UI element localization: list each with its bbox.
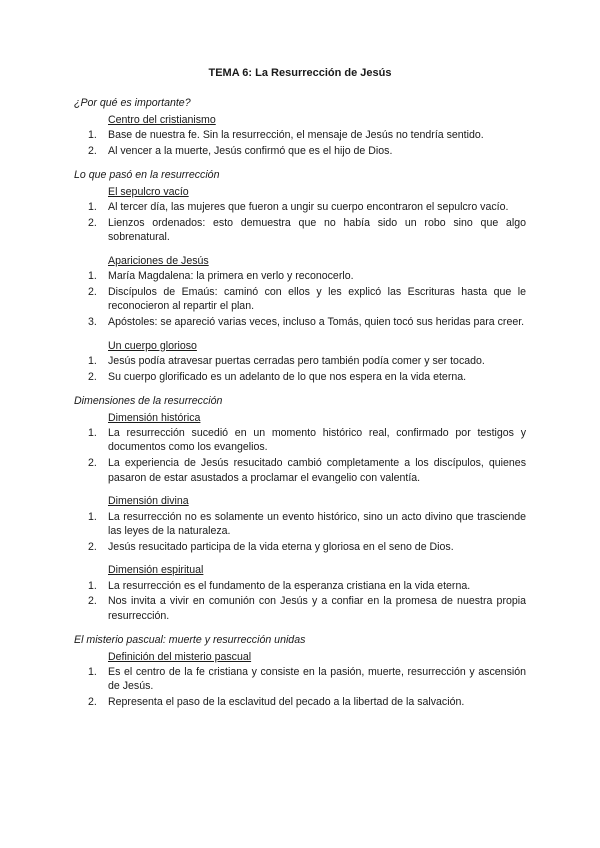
list-item — [74, 426, 526, 455]
section-heading: Dimensiones de la resurrección — [74, 395, 223, 408]
list-item — [74, 354, 526, 368]
list-item — [74, 285, 526, 314]
list-item-number: 2. — [88, 217, 97, 230]
subsection-heading: Apariciones de Jesús — [108, 254, 209, 267]
subsection — [74, 494, 526, 554]
list-item-number: 3. — [88, 316, 97, 329]
list-item-text: María Magdalena: la primera en verlo y reconocerlo. — [108, 270, 354, 283]
subsection-heading: Dimensión divina — [108, 495, 189, 508]
list-item — [74, 456, 526, 485]
section-heading: ¿Por qué es importante? — [74, 97, 191, 110]
list-item-number: 1. — [88, 270, 97, 283]
subsection-heading: Dimensión espiritual — [108, 564, 204, 577]
list-item-number: 2. — [88, 145, 97, 158]
section — [74, 394, 526, 623]
subsection — [74, 185, 526, 245]
subsection — [74, 650, 526, 710]
list-item-text: Lienzos ordenados: esto demuestra que no había sido un robo sino que algo sobrenatural. — [108, 217, 526, 244]
numbered-list — [74, 426, 526, 485]
numbered-list — [74, 128, 526, 158]
page-title: TEMA 6: La Resurrección de Jesús — [208, 67, 392, 79]
list-item-number: 1. — [88, 510, 97, 523]
list-item-number: 2. — [88, 540, 97, 553]
list-item-number: 1. — [88, 355, 97, 368]
list-item — [74, 510, 526, 539]
list-item — [74, 540, 526, 554]
list-item — [74, 370, 526, 384]
list-item-number: 1. — [88, 579, 97, 592]
list-item-number: 1. — [88, 427, 97, 440]
subsection — [74, 254, 526, 330]
list-item — [74, 128, 526, 142]
list-item-text: Su cuerpo glorificado es un adelanto de lo que nos espera en la vida eterna. — [108, 370, 467, 383]
list-item-text: Jesús podía atravesar puertas cerradas pero también podía comer y ser tocado. — [108, 355, 485, 368]
numbered-list — [74, 354, 526, 384]
numbered-list — [74, 665, 526, 710]
subsection — [74, 411, 526, 485]
subsection — [74, 563, 526, 623]
subsection-heading: Dimensión histórica — [108, 411, 201, 424]
section-heading: Lo que pasó en la resurrección — [74, 169, 220, 182]
numbered-list — [74, 579, 526, 624]
list-item — [74, 665, 526, 694]
list-item-text: Nos invita a vivir en comunión con Jesús y a confiar en la promesa de nuestra propia resurrección. — [108, 595, 526, 622]
section — [74, 96, 526, 158]
list-item-number: 2. — [88, 370, 97, 383]
numbered-list — [74, 510, 526, 555]
subsection-heading: Definición del misterio pascual — [108, 650, 252, 663]
list-item-text: La resurrección sucedió en un momento histórico real, confirmado por testigos y documentos como los evangelios. — [108, 427, 526, 454]
list-item-text: Discípulos de Emaús: caminó con ellos y les explicó las Escrituras hasta que le reconocieron al repartir el plan. — [108, 286, 526, 313]
list-item-text: Jesús resucitado participa de la vida eterna y gloriosa en el seno de Dios. — [108, 540, 454, 553]
list-item — [74, 594, 526, 623]
subsection — [74, 113, 526, 159]
list-item — [74, 269, 526, 283]
list-item-number: 2. — [88, 595, 97, 608]
list-item-text: Apóstoles: se apareció varias veces, incluso a Tomás, quien tocó sus heridas para creer. — [108, 316, 525, 329]
list-item-text: Base de nuestra fe. Sin la resurrección, el mensaje de Jesús no tendría sentido. — [108, 129, 484, 142]
document-content — [74, 96, 526, 709]
subsection-heading: Un cuerpo glorioso — [108, 339, 197, 352]
list-item-text: Al tercer día, las mujeres que fueron a ungir su cuerpo encontraron el sepulcro vacío. — [108, 201, 509, 214]
list-item-text: Representa el paso de la esclavitud del pecado a la libertad de la salvación. — [108, 696, 465, 709]
list-item-text: La resurrección es el fundamento de la esperanza cristiana en la vida eterna. — [108, 579, 471, 592]
list-item — [74, 144, 526, 158]
numbered-list — [74, 200, 526, 245]
section-heading: El misterio pascual: muerte y resurrección unidas — [74, 634, 306, 647]
list-item — [74, 315, 526, 329]
list-item — [74, 216, 526, 245]
list-item-text: Es el centro de la fe cristiana y consiste en la pasión, muerte, resurrección y ascensión de Jesús. — [108, 665, 526, 693]
list-item-text: La experiencia de Jesús resucitado cambió completamente a los discípulos, quienes pasaron de estar asustados a proclamar el evangelio con valentía. — [108, 457, 526, 484]
section — [74, 633, 526, 709]
list-item-text: Al vencer a la muerte, Jesús confirmó que es el hijo de Dios. — [108, 145, 393, 158]
list-item-number: 2. — [88, 286, 97, 299]
section — [74, 168, 526, 384]
subsection-heading: El sepulcro vacío — [108, 185, 189, 198]
list-item-number: 2. — [88, 696, 97, 709]
list-item-text: La resurrección no es solamente un evento histórico, sino un acto divino que trasciende las leyes de la naturaleza. — [108, 510, 526, 537]
list-item-number: 1. — [88, 201, 97, 214]
list-item-number: 2. — [88, 457, 97, 470]
list-item — [74, 695, 526, 709]
list-item-number: 1. — [88, 129, 97, 142]
subsection — [74, 339, 526, 385]
list-item — [74, 200, 526, 214]
list-item-number: 1. — [88, 665, 97, 678]
numbered-list — [74, 269, 526, 329]
subsection-heading: Centro del cristianismo — [108, 113, 216, 126]
list-item — [74, 579, 526, 593]
